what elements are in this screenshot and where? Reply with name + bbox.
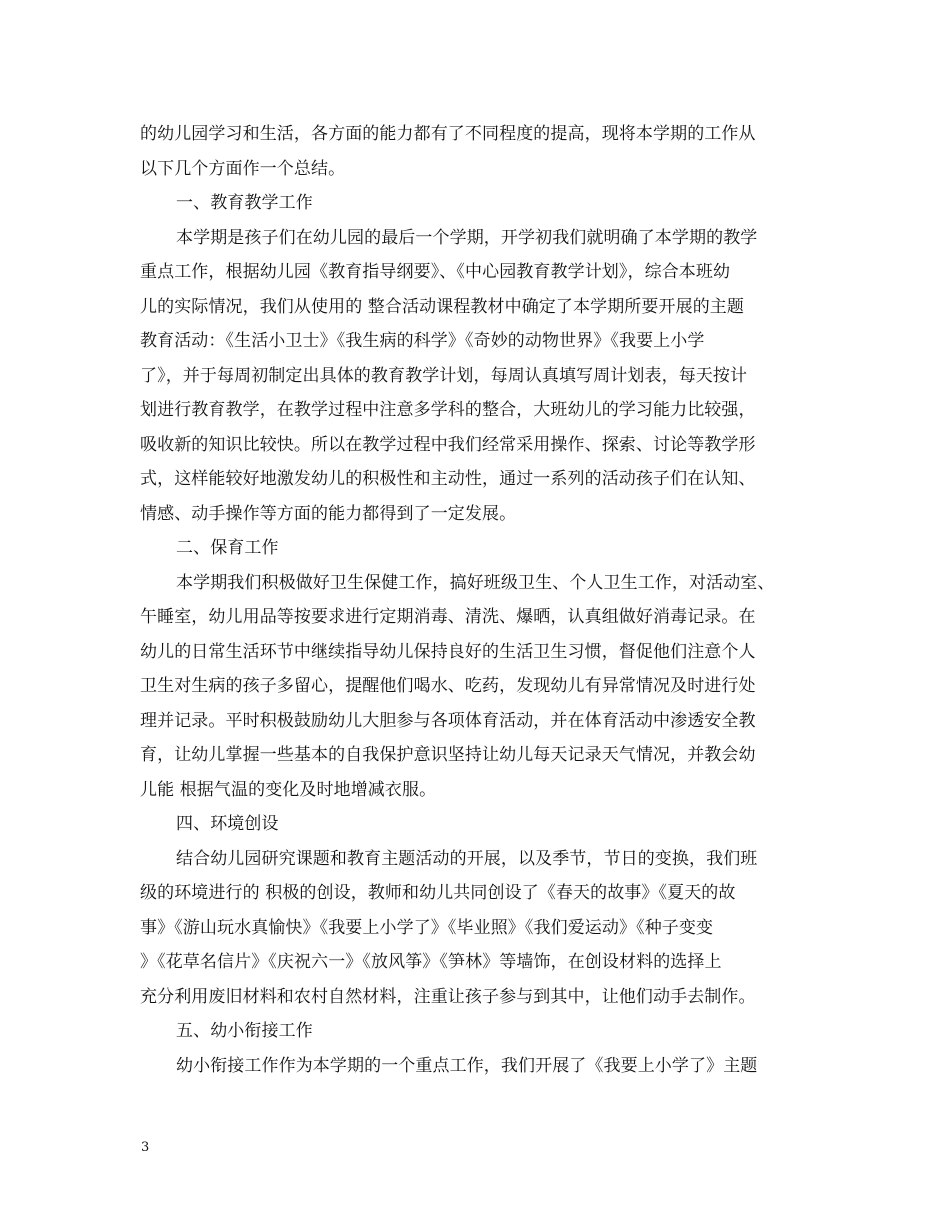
text-line: 理并记录。平时积极鼓励幼儿大胆参与各项体育活动，并在体育活动中渗透安全教: [140, 710, 756, 731]
text-line: 充分利用废旧材料和农村自然材料，注重让孩子参与到其中，让他们动手去制作。: [140, 986, 756, 1007]
text-line: 事》《游山玩水真愉快》《我要上小学了》《毕业照》《我们爱运动》《种子变变: [140, 917, 714, 938]
text-line: 式，这样能较好地激发幼儿的积极性和主动性，通过一系列的活动孩子们在认知、: [140, 469, 756, 489]
text-line: 了》，并于每周初制定出具体的教育教学计划，每周认真填写周计划表，每天按计: [140, 365, 748, 386]
text-line: 教育活动：《生活小卫士》《我生病的科学》《奇妙的动物世界》《我要上小学: [140, 331, 705, 351]
text-line: 级的环境进行的 积极的创设，教师和幼儿共同创设了《春天的故事》《夏天的故: [140, 883, 736, 903]
text-line: 本学期是孩子们在幼儿园的最后一个学期，开学初我们就明确了本学期的教学: [176, 227, 758, 248]
text-line: 二、保育工作: [176, 538, 279, 558]
text-line: 吸收新的知识比较快。所以在教学过程中我们经常采用操作、探索、讨论等教学形: [140, 434, 756, 455]
text-line: 》《花草名信片》《庆祝六一》《放风筝》《笋林》等墙饰，在创设材料的选择上: [140, 952, 722, 972]
text-line: 幼儿的日常生活环节中继续指导幼儿保持良好的生活卫生习惯，督促他们注意个人: [140, 641, 756, 662]
text-line: 儿能 根据气温的变化及时地增减衣服。: [140, 779, 437, 800]
text-line: 儿的实际情况，我们从使用的 整合活动课程教材中确定了本学期所要开展的主题: [140, 296, 745, 317]
text-line: 卫生对生病的孩子多留心，提醒他们喝水、吃药，发现幼儿有异常情况及时进行处: [140, 676, 756, 696]
text-line: 结合幼儿园研究课题和教育主题活动的开展，以及季节，节日的变换，我们班: [176, 848, 758, 869]
text-line: 本学期我们积极做好卫生保健工作，搞好班级卫生、个人卫生工作，对活动室、: [176, 572, 775, 593]
text-line: 重点工作，根据幼儿园《教育指导纲要》、《中心园教育教学计划》，综合本班幼: [140, 262, 731, 282]
text-line: 一、教育教学工作: [176, 193, 313, 213]
text-line: 情感、动手操作等方面的能力都得到了一定发展。: [140, 503, 517, 524]
text-line: 的幼儿园学习和生活，各方面的能力都有了不同程度的提高，现将本学期的工作从: [140, 124, 756, 144]
text-line: 幼小衔接工作作为本学期的一个重点工作，我们开展了《我要上小学了》主题: [176, 1055, 758, 1076]
text-line: 以下几个方面作一个总结。: [140, 158, 346, 179]
text-line: 育，让幼儿掌握一些基本的自我保护意识坚持让幼儿每天记录天气情况，并教会幼: [140, 745, 756, 765]
text-line: 午睡室，幼儿用品等按要求进行定期消毒、清洗、爆晒，认真组做好消毒记录。在: [140, 607, 756, 627]
document-body: [140, 117, 828, 1083]
text-line: 四、环境创设: [176, 814, 279, 834]
page-number: 3: [141, 1140, 150, 1155]
text-line: 划进行教育教学，在教学过程中注意多学科的整合，大班幼儿的学习能力比较强，: [140, 400, 756, 420]
text-line: 五、幼小衔接工作: [176, 1021, 313, 1041]
